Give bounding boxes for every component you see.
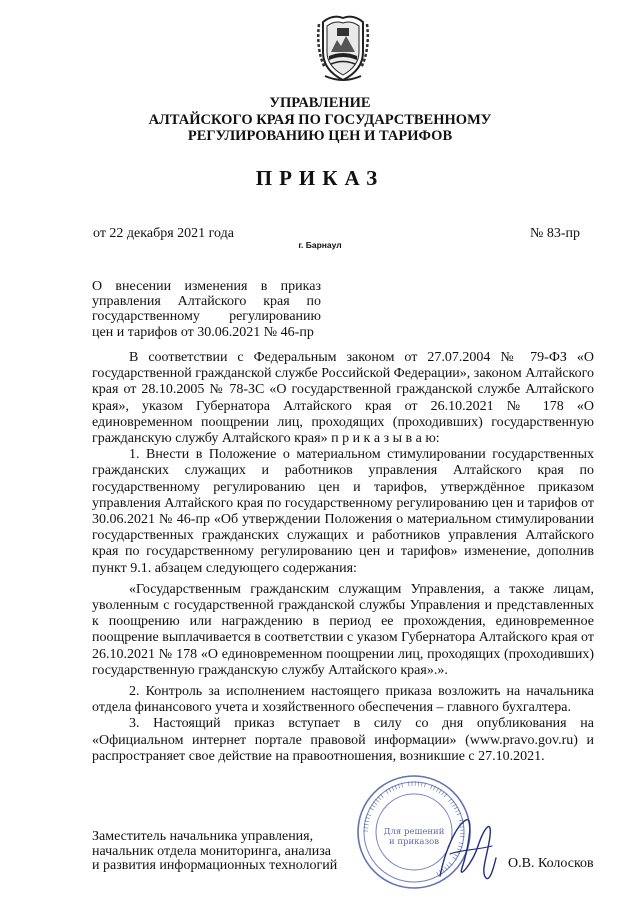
organization-name: [0, 95, 640, 145]
subject-line: О внесении изменения в приказ: [92, 279, 321, 294]
quoted-paragraph: «Государственным гражданским служащим Управления, а также лицам, уволенным с государственной гражданской службы Управления и представленных к поощрению или награждению в период ее прохождения, единовременное поощрение выплачивается в соответствии с указом Губернатора Алтайского края от 26.10.2021 № 178 «О единовременном поощрении лиц, проходящих (проходивших) государственную гражданскую службу Алтайского края».».: [92, 581, 594, 678]
preamble-paragraph: В соответствии с Федеральным законом от 27.07.2004 № 79-ФЗ «О государственной гражданской службе Российской Федерации», законом Алтайского края от 28.10.2005 № 78-ЗС «О государственной гражданской службе Алтайского края», указом Губернатора Алтайского края от 26.10.2021 № 178 «О единовременном поощрении лиц, проходящих (проходивших) государственную гражданскую службу Алтайского края» п р и к а з ы в а ю:: [92, 350, 595, 447]
document-number: № 83-пр: [530, 226, 581, 241]
stamp-line: и приказов: [388, 837, 440, 847]
handwritten-signature: [432, 806, 502, 890]
item-3-paragraph: 3. Настоящий приказ вступает в силу со дня опубликования на «Официальном интернет портале правовой информации» (www.pravo.gov.ru) и распространяет свое действие на правоотношения, возникшие с 27.10.2021.: [92, 716, 594, 764]
item-2-paragraph: 2. Контроль за исполнением настоящего приказа возложить на начальника отдела финансового учета и хозяйственного обеспечения – главного бухгалтера.: [92, 684, 594, 716]
subject-line: цен и тарифов от 30.06.2021 № 46-пр: [92, 324, 314, 340]
subject-line: управления Алтайского края по: [92, 294, 321, 310]
document-subject: [92, 279, 321, 340]
svg-text:IIIIII IIIIII IIIIII IIIIII: IIIIII IIIIII IIIIII IIIIII IIIIII IIIIII IIIIII IIIIII IIIIII: [361, 779, 467, 879]
item-1-paragraph: 1. Внести в Положение о материальном стимулировании государственных гражданских служащих и работников управления Алтайского края по государственному регулированию цен и тарифов, утверждённое приказом управления Алтайского края по государственному регулированию цен и тарифов от 30.06.2021 № 46-пр «Об утверждении Положения о материальном стимулировании государственных гражданских служащих и работников управления Алтайского края по государственному регулированию цен и тарифов» изменение, дополнив пункт 9.1. абзацем следующего содержания:: [92, 447, 594, 576]
position-line: начальник отдела мониторинга, анализа: [92, 843, 331, 859]
document-body: [92, 350, 594, 770]
org-line: АЛТАЙСКОГО КРАЯ ПО ГОСУДАРСТВЕННОМУ: [148, 111, 492, 128]
signatory-position: [92, 830, 337, 874]
document-title: ПРИКАЗ: [255, 166, 385, 190]
document-date: от 22 декабря 2021 года: [93, 226, 234, 241]
position-line: и развития информационных технологий: [92, 858, 338, 873]
coat-of-arms-emblem: [315, 12, 371, 84]
subject-line: государственному регулированию: [92, 309, 321, 325]
stamp-line: Для решений: [383, 827, 445, 837]
signatory-name: О.В. Колосков: [508, 856, 594, 871]
org-line: УПРАВЛЕНИЕ: [269, 95, 371, 111]
org-line: РЕГУЛИРОВАНИЮ ЦЕН И ТАРИФОВ: [187, 128, 453, 144]
document-city: г. Барнаул: [298, 240, 342, 250]
position-line: Заместитель начальника управления,: [92, 829, 314, 844]
